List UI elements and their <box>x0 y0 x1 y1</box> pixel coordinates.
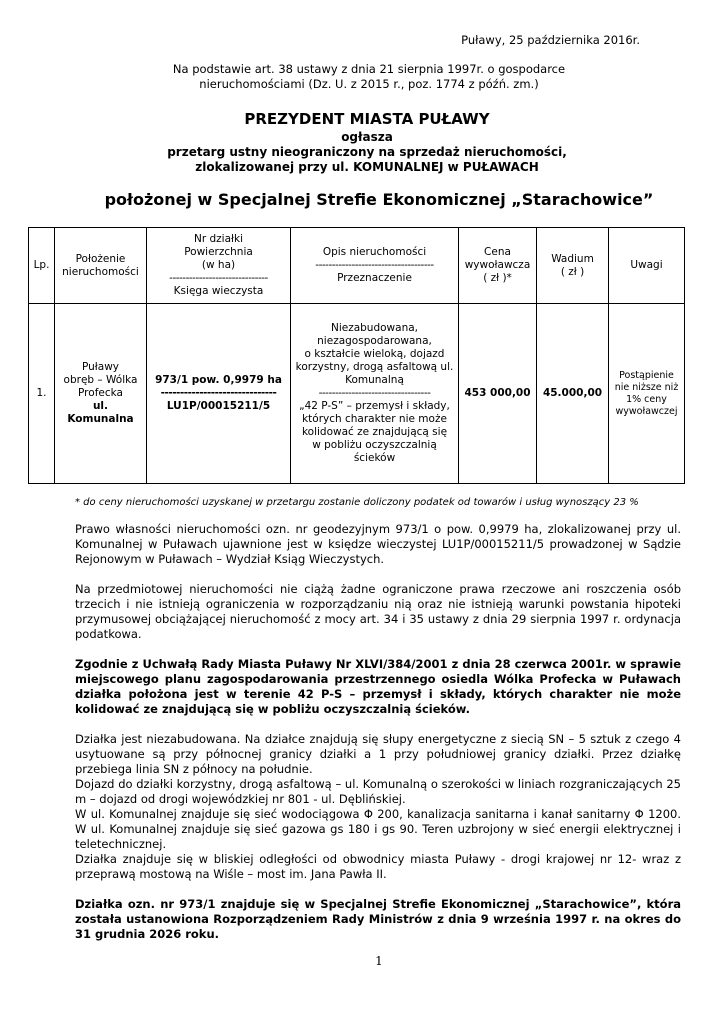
header-price <box>459 228 537 304</box>
cell-line: obręb – Wólka <box>63 374 138 386</box>
cell-line: „42 P-S” – przemysł i składy, <box>299 400 450 412</box>
cell-line: korzystny, drogą asfaltową ul. <box>295 361 454 373</box>
cell-line: wywoławczej <box>615 405 678 417</box>
cell-separator: ---------------------------------- <box>318 387 431 399</box>
header-separator: ------------------------------------ <box>315 259 434 271</box>
cell-line: 973/1 pow. 0,9979 ha <box>155 374 282 386</box>
announcement-heading <box>0 108 724 175</box>
cell-line: ścieków <box>353 452 396 464</box>
header-line: Wadium <box>551 252 594 265</box>
table-header-row <box>29 228 685 304</box>
header-description <box>291 228 459 304</box>
tender-location: zlokalizowanej przy ul. KOMUNALNEJ w PUŁAWACH <box>195 160 539 174</box>
header-line: nieruchomości <box>62 265 139 278</box>
header-lp: Lp. <box>29 228 55 304</box>
legal-basis-line: Na podstawie art. 38 ustawy z dnia 21 sierpnia 1997r. o gospodarce <box>172 62 566 76</box>
cell-line: Niezabudowana, <box>330 322 419 334</box>
tender-subtitle: przetarg ustny nieograniczony na sprzedaż nieruchomości, <box>167 145 567 159</box>
header-separator: ------------------------------ <box>169 272 268 284</box>
vat-footnote: * do ceny nieruchomości uzyskanej w przetargu zostanie doliczony podatek od towarów i usług wynoszący 23 % <box>75 497 639 508</box>
header-line: Cena <box>484 246 511 258</box>
economic-zone-title: położonej w Specjalnej Strefie Ekonomicznej „Starachowice” <box>104 190 654 209</box>
cell-price: 453 000,00 <box>459 304 537 484</box>
header-line: ( zł )* <box>483 272 512 284</box>
cell-line: o kształcie wieloką, dojazd <box>304 348 445 360</box>
cell-line: których charakter nie może <box>302 413 447 425</box>
zoning-plan-paragraph: Zgodnie z Uchwałą Rady Miasta Puławy Nr XLVI/384/2001 z dnia 28 czerwca 2001r. w sprawie miejscowego planu zagospodarowania przestrzennego osiedla Wólka Profecka w Puławach działka położona jest w terenie 42 P-S – przemysł i składy, których charakter nie może kolidować ze znajdującą się w pobliżu oczyszczalnią ścieków. <box>75 657 681 716</box>
header-line: Nr działki <box>193 233 244 245</box>
cell-line: ul. Komunalna <box>67 400 134 425</box>
cell-line: 1% ceny <box>626 393 667 405</box>
cell-remarks <box>609 304 685 484</box>
property-table <box>28 227 685 484</box>
cell-deposit: 45.000,00 <box>537 304 609 484</box>
header-line: Przeznaczenie <box>337 272 412 284</box>
announcement-body <box>75 522 681 957</box>
issuer-title: PREZYDENT MIASTA PUŁAWY <box>244 110 490 128</box>
economic-zone-paragraph: Działka ozn. nr 973/1 znajduje się w Specjalnej Strefie Ekonomicznej „Starachowice”, która została ustanowiona Rozporządzeniem Rady Ministrów z dnia 9 września 1997 r. na okres do 31 grudnia 2026 roku. <box>75 897 681 941</box>
header-remarks: Uwagi <box>609 228 685 304</box>
header-line: Powierzchnia <box>184 246 253 258</box>
access-paragraph: Dojazd do działki korzystny, drogą asfaltową – ul. Komunalną o szerokości w liniach rozgraniczających 25 m – dojazd od drogi wojewódzkiej nr 801 - ul. Dęblińskiej. <box>75 777 681 806</box>
cell-line: Komunalną <box>345 374 404 386</box>
cell-separator: ------------------------------ <box>160 387 277 399</box>
cell-description <box>291 304 459 484</box>
header-location <box>55 228 147 304</box>
ownership-paragraph: Prawo własności nieruchomości ozn. nr geodezyjnym 973/1 o pow. 0,9979 ha, zlokalizowanej przy ul. Komunalnej w Puławach ujawnione jest w księdze wieczystej LU1P/00015211/5 prowadzonej w Sądzie Rejonowym w Puławach – Wydział Ksiąg Wieczystych. <box>75 522 681 566</box>
document-date: Puławy, 25 października 2016r. <box>461 33 640 47</box>
legal-basis-line: nieruchomościami (Dz. U. z 2015 r., poz. 1774 z późń. zm.) <box>199 77 539 91</box>
page-number: 1 <box>375 954 383 968</box>
legal-basis <box>0 62 724 92</box>
cell-line: Postąpienie <box>619 369 674 381</box>
cell-location <box>55 304 147 484</box>
header-line: Położenie <box>75 252 126 265</box>
cell-line: LU1P/00015211/5 <box>166 400 271 412</box>
encumbrances-paragraph: Na przedmiotowej nieruchomości nie ciążą żadne ograniczone prawa rzeczowe ani roszczenia osób trzecich i nie istnieją ograniczenia w rozporządzaniu nią oraz nie istnieją warunki powstania hipoteki przymusowej obciążającej nieruchomość z mocy art. 34 i 35 ustawy z dnia 29 sierpnia 1997 r. ordynacja podatkowa. <box>75 582 681 641</box>
bypass-paragraph: Działka znajduje się w bliskiej odległości od obwodnicy miasta Puławy - drogi krajowej nr 12- wraz z przeprawą mostową na Wiśle – most im. Jana Pawła II. <box>75 852 681 881</box>
cell-line: Puławy <box>81 361 120 373</box>
header-line: (w ha) <box>201 259 236 271</box>
announces-word: ogłasza <box>341 130 393 144</box>
plot-description-paragraph: Działka jest niezabudowana. Na działce znajdują się słupy energetyczne z siecią SN – 5 sztuk z czego 4 usytuowane są przy północnej granicy działki a 1 przy południowej granicy działki. Przez działkę przebiega linia SN z północy na południe. <box>75 732 681 776</box>
cell-line: w pobliżu oczyszczalnią <box>312 439 437 451</box>
cell-line: niezagospodarowana, <box>317 335 432 347</box>
header-line: ( zł ) <box>560 265 585 278</box>
header-deposit <box>537 228 609 304</box>
cell-line: Profecka <box>78 387 123 399</box>
header-line: Księga wieczysta <box>173 285 264 297</box>
header-line: wywoławcza <box>464 259 531 271</box>
cell-lp: 1. <box>29 304 55 484</box>
cell-line: nie niższe niż <box>614 381 679 393</box>
header-line: Opis nieruchomości <box>322 246 427 258</box>
header-plot <box>147 228 291 304</box>
utilities-paragraph: W ul. Komunalnej znajduje się sieć wodociągowa Φ 200, kanalizacja sanitarna i kanał sanitarny Φ 1200. W ul. Komunalnej znajduje się sieć gazowa gs 180 i gs 90. Teren uzbrojony w sieć energii elektrycznej i teletechnicznej. <box>75 807 681 851</box>
table-row <box>29 304 685 484</box>
cell-line: kolidować ze znajdującą się <box>301 426 448 438</box>
cell-plot <box>147 304 291 484</box>
